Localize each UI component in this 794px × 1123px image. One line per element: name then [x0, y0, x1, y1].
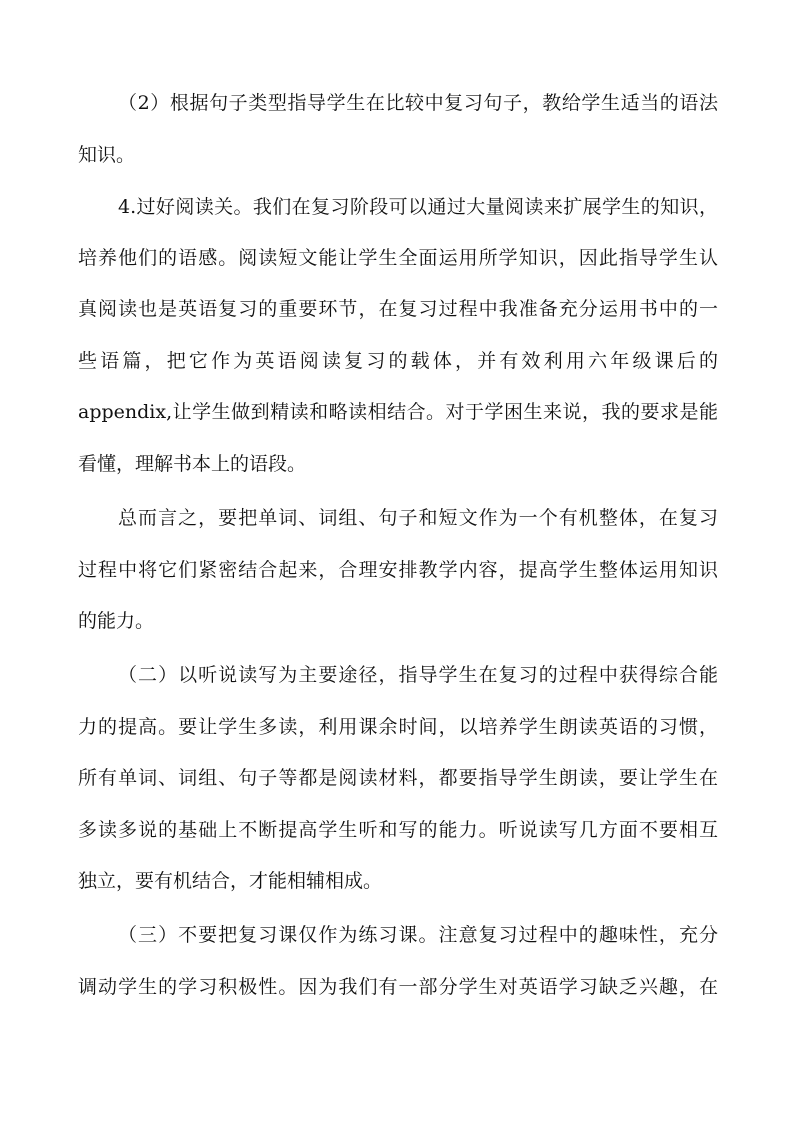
paragraph-line: 总而言之，要把单词、词组、句子和短文作为一个有机整体，在复习 [118, 507, 718, 529]
paragraph-line: 所有单词、词组、句子等都是阅读材料，都要指导学生朗读，要让学生在 [78, 767, 718, 789]
paragraph-line: 知识。 [78, 144, 136, 166]
paragraph-line: 些语篇，把它作为英语阅读复习的载体，并有效利用六年级课后的 [78, 350, 718, 372]
paragraph-line: 4.过好阅读关。我们在复习阶段可以通过大量阅读来扩展学生的知识， [118, 196, 718, 218]
paragraph-line: 培养他们的语感。阅读短文能让学生全面运用所学知识，因此指导学生认 [78, 247, 718, 269]
paragraph-line: 的能力。 [78, 610, 155, 632]
paragraph-line: （二）以听说读写为主要途径，指导学生在复习的过程中获得综合能 [118, 664, 718, 686]
paragraph-line: appendix,让学生做到精读和略读相结合。对于学困生来说，我的要求是能 [78, 401, 718, 423]
paragraph-line: （2）根据句子类型指导学生在比较中复习句子，教给学生适当的语法 [118, 92, 718, 114]
paragraph-line: （三）不要把复习课仅作为练习课。注意复习过程中的趣味性，充分 [118, 924, 718, 946]
paragraph-line: 真阅读也是英语复习的重要环节，在复习过程中我准备充分运用书中的一 [78, 298, 718, 320]
paragraph-line: 独立，要有机结合，才能相辅相成。 [78, 870, 383, 892]
paragraph-line: 调动学生的学习积极性。因为我们有一部分学生对英语学习缺乏兴趣，在 [78, 976, 718, 998]
paragraph-line: 看懂，理解书本上的语段。 [78, 453, 307, 475]
paragraph-line: 过程中将它们紧密结合起来，合理安排教学内容，提高学生整体运用知识 [78, 559, 718, 581]
paragraph-line: 力的提高。要让学生多读，利用课余时间，以培养学生朗读英语的习惯， [78, 716, 718, 738]
paragraph-line: 多读多说的基础上不断提高学生听和写的能力。听说读写几方面不要相互 [78, 819, 718, 841]
